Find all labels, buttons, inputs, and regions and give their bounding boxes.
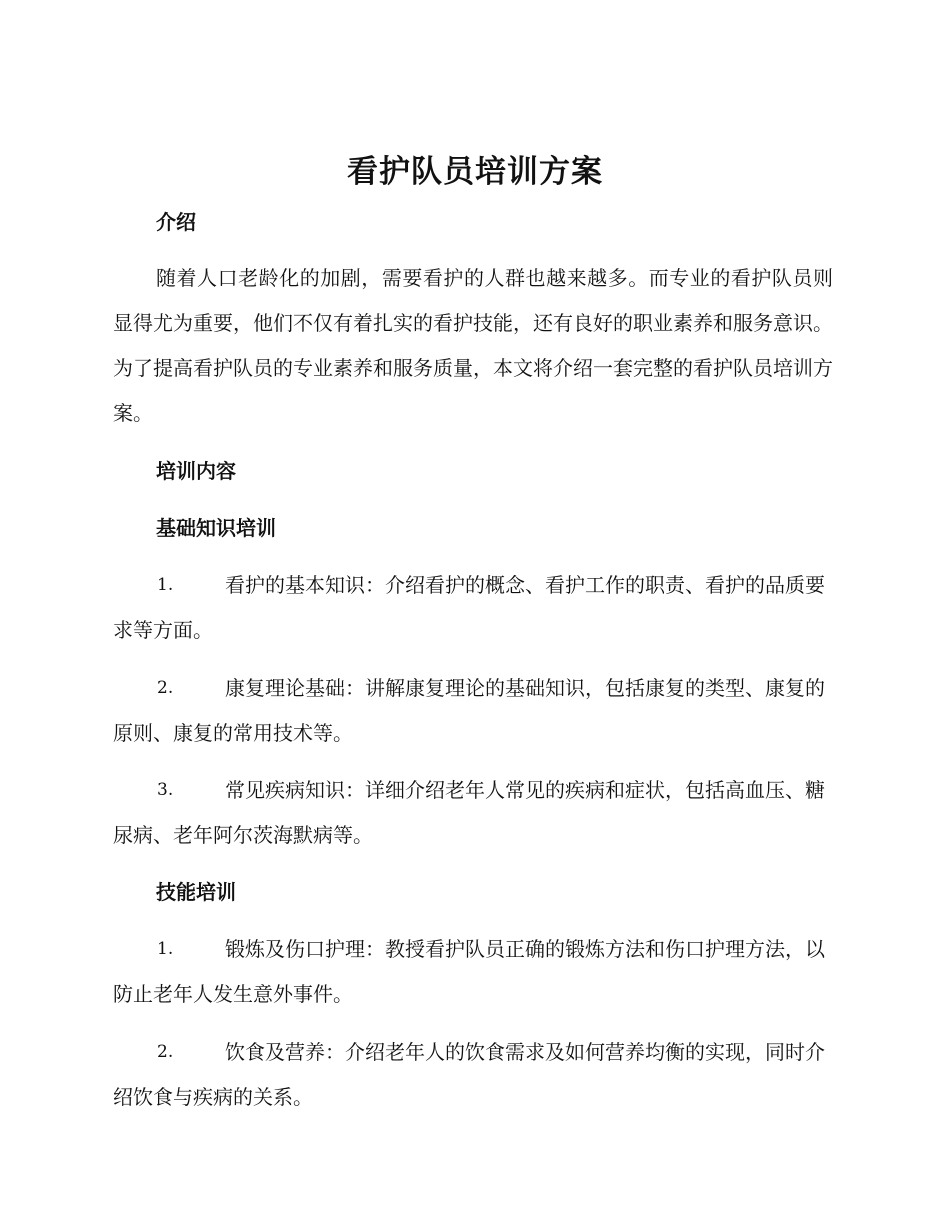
list-item-text: 看护的基本知识：介绍看护的概念、看护工作的职责、看护的品质要求等方面。 <box>113 573 825 642</box>
intro-paragraph: 随着人口老龄化的加剧，需要看护的人群也越来越多。而专业的看护队员则显得尤为重要，他们不仅有着扎实的看护技能，还有良好的职业素养和服务意识。为了提高看护队员的专业素养和服务质量，本文将介绍一套完整的看护队员培训方案。 <box>113 266 833 425</box>
section-heading-basic: 基础知识培训 <box>156 516 276 540</box>
list-item-text: 饮食及营养：介绍老年人的饮食需求及如何营养均衡的实现，同时介绍饮食与疾病的关系。 <box>113 1040 825 1109</box>
section-heading-skills: 技能培训 <box>156 880 236 904</box>
list-item <box>113 768 833 858</box>
list-item-number: 2. <box>157 678 174 698</box>
list-item-text: 康复理论基础：讲解康复理论的基础知识，包括康复的类型、康复的原则、康复的常用技术等。 <box>113 676 825 745</box>
list-item-number: 1. <box>157 575 174 595</box>
list-item-number: 1. <box>157 939 174 959</box>
section-heading-content: 培训内容 <box>156 459 236 483</box>
list-item <box>113 927 833 1017</box>
list-item <box>113 563 833 653</box>
document-title: 看护队员培训方案 <box>347 154 603 190</box>
list-item <box>113 666 833 756</box>
list-item-text: 锻炼及伤口护理：教授看护队员正确的锻炼方法和伤口护理方法，以防止老年人发生意外事件。 <box>113 937 825 1006</box>
list-item-number: 2. <box>157 1042 174 1062</box>
list-item-number: 3. <box>157 780 174 800</box>
section-heading-intro: 介绍 <box>156 210 196 234</box>
list-item <box>113 1030 833 1120</box>
list-item-text: 常见疾病知识：详细介绍老年人常见的疾病和症状，包括高血压、糖尿病、老年阿尔茨海默病等。 <box>113 778 825 847</box>
